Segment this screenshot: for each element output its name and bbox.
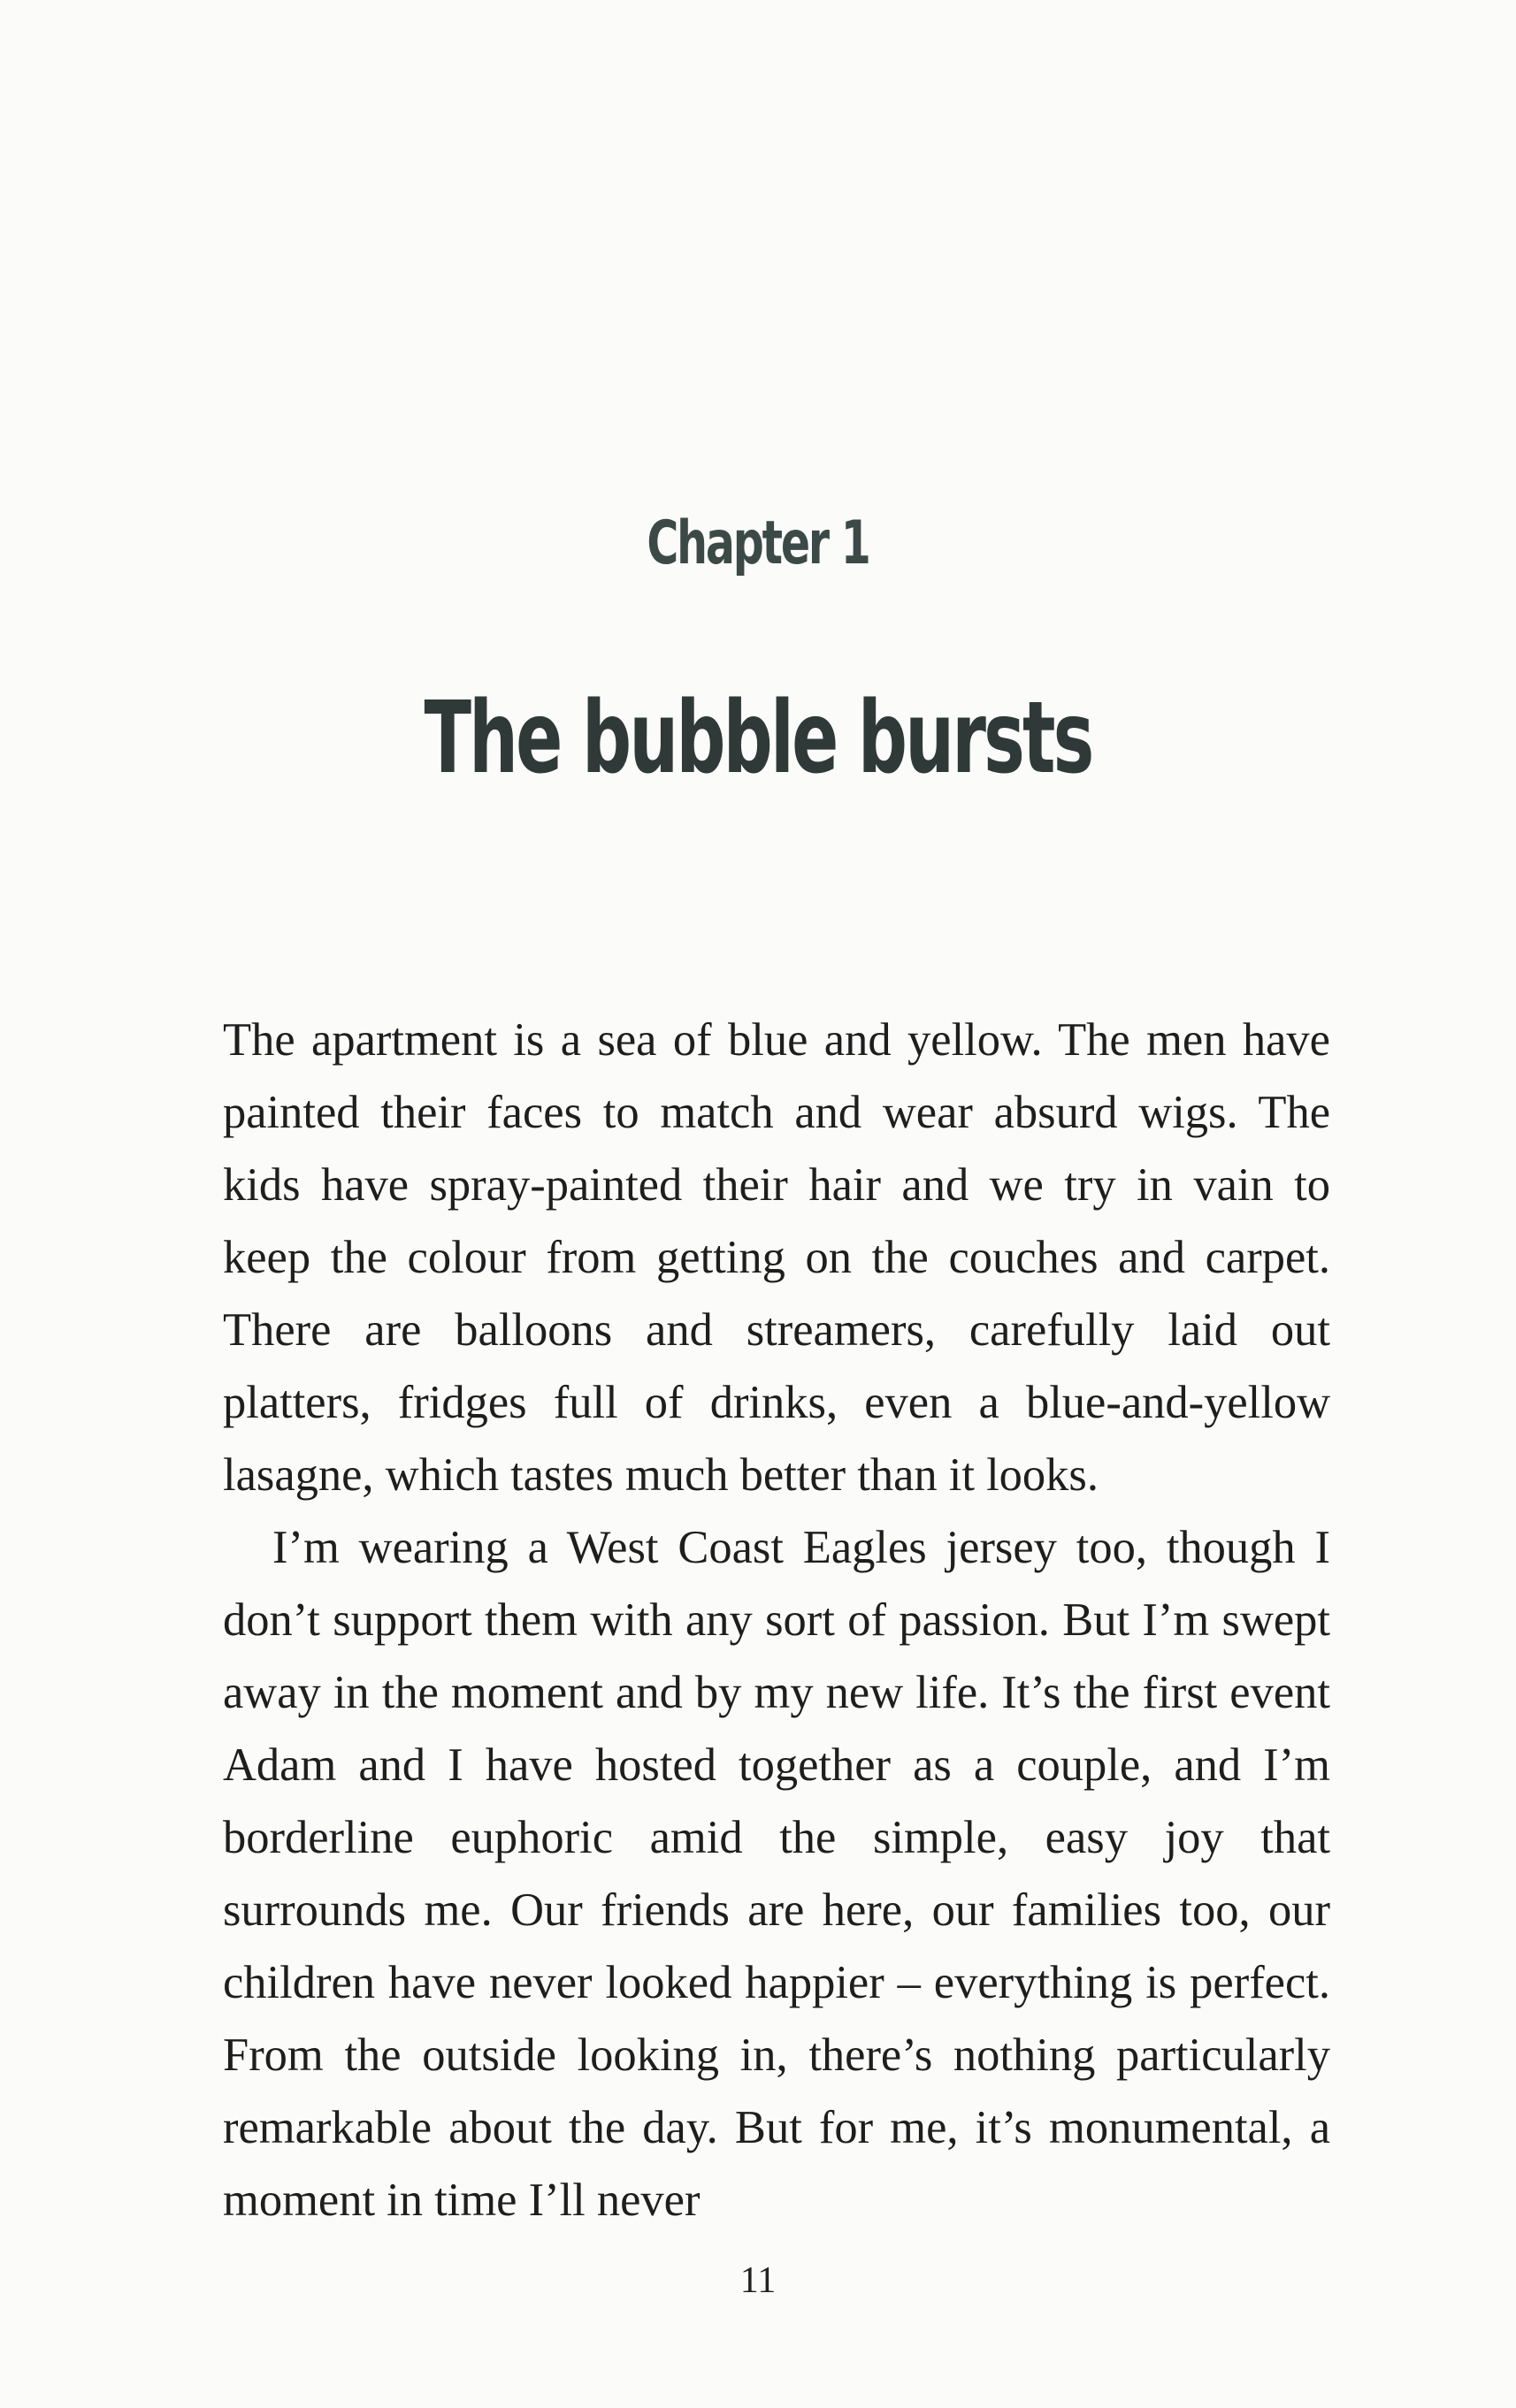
paragraph-2: I’m wearing a West Coast Eagles jersey too, though I don’t support them with any sort of passion. But I’m swept away in the moment and by my new life. It’s the first event Adam and I have hosted together as a couple, and I’m borderline euphoric amid the simple, easy joy that surrounds me. Our friends are here, our families too, our children have never looked happier – everything is perfect. From the outside looking in, there’s nothing particularly remarkable about the day. But for me, it’s monumental, a moment in time I’ll never	[223, 1522, 1330, 2226]
page-number: 11	[739, 2260, 777, 2301]
paragraph-1: The apartment is a sea of blue and yellow. The men have painted their faces to match and wear absurd wigs. The kids have spray-painted their hair and we try in vain to keep the colour from getting on the couches and carpet. There are balloons and streamers, carefully laid out platters, fridges full of drinks, even a blue-and-yellow lasagne, which tastes much better than it looks.	[223, 1014, 1330, 1501]
body-text	[223, 1004, 1330, 2236]
chapter-label: Chapter 1	[647, 508, 869, 578]
chapter-title: The bubble bursts	[424, 681, 1092, 796]
